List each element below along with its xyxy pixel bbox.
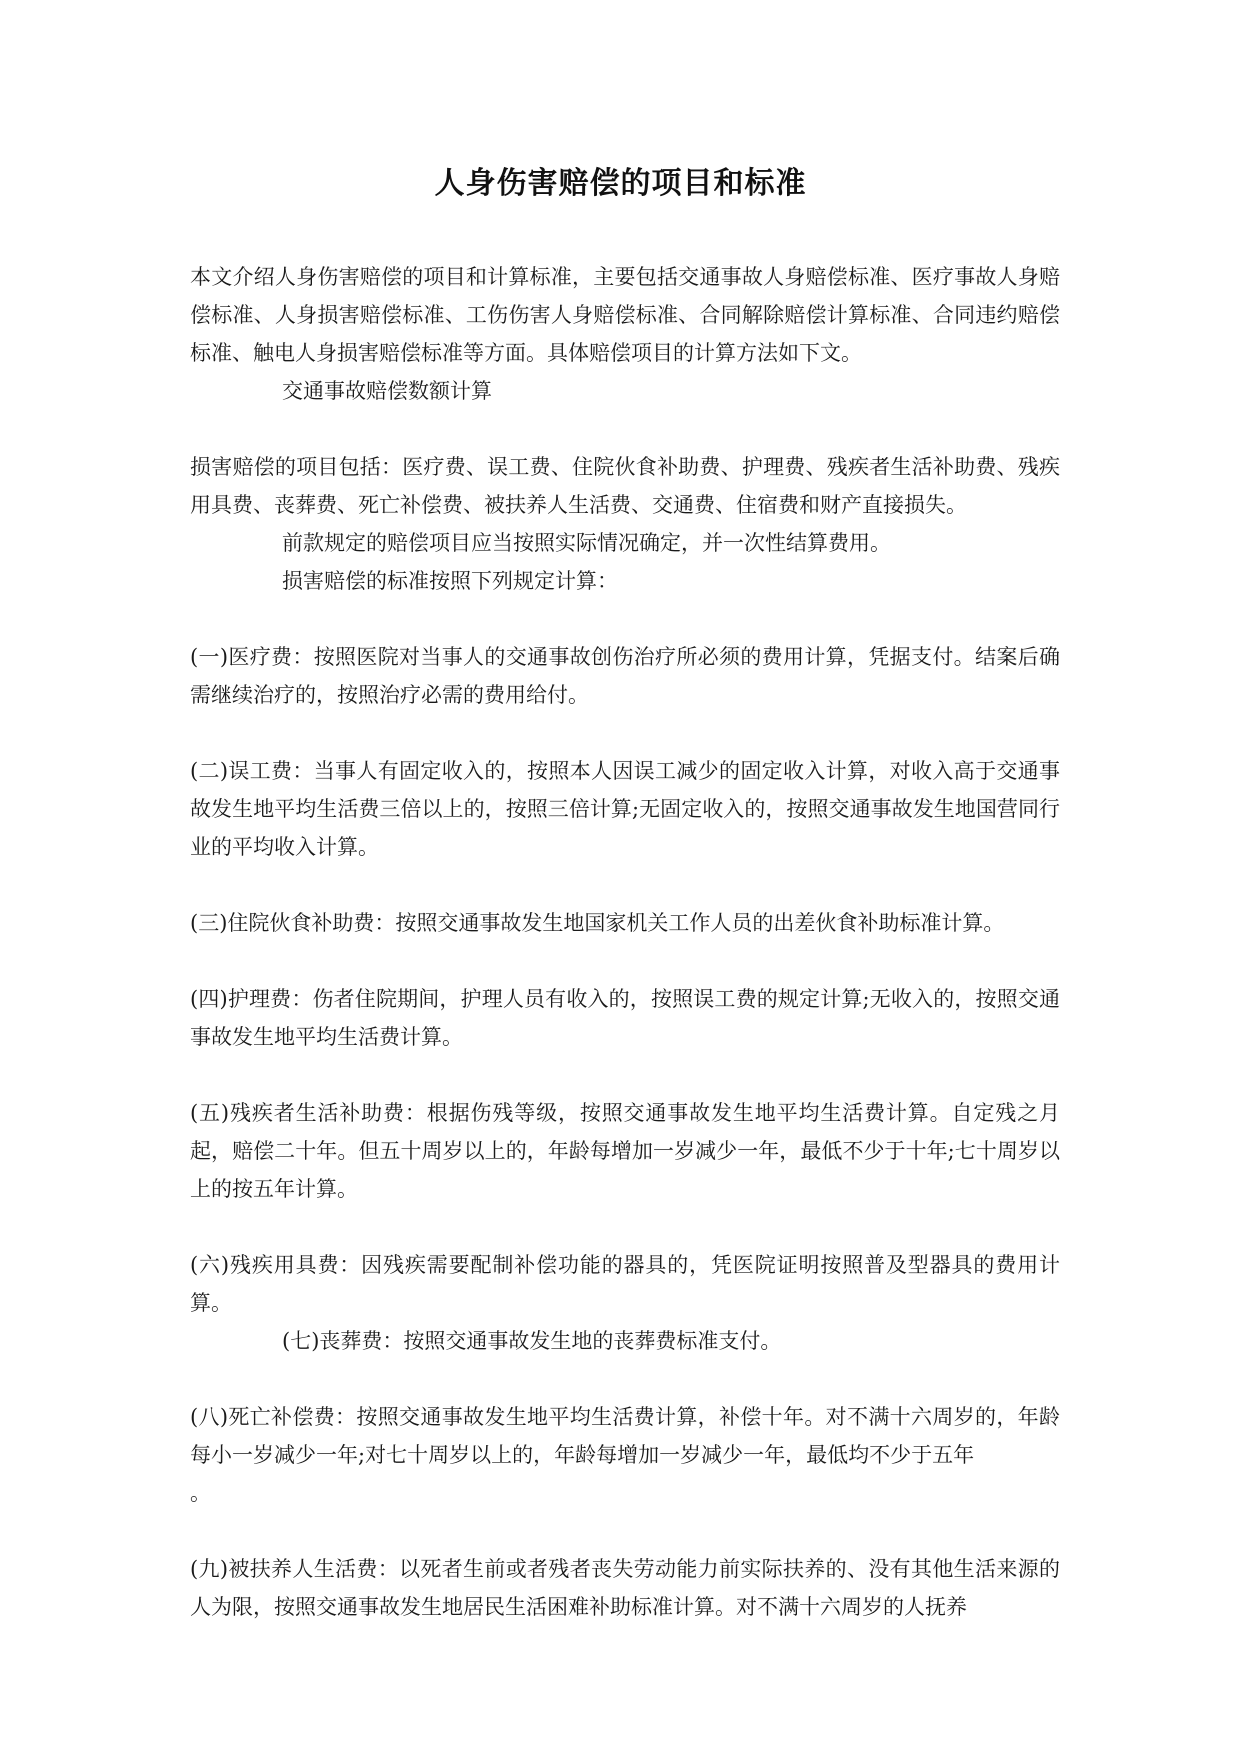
item-4-nursing-fee: (四)护理费：伤者住院期间，护理人员有收入的，按照误工费的规定计算;无收入的，按照交通事故发生地平均生活费计算。 <box>190 987 1060 1049</box>
item-7-funeral-fee: (七)丧葬费：按照交通事故发生地的丧葬费标准支付。 <box>282 1329 782 1353</box>
section-heading-traffic-accident: 交通事故赔偿数额计算 <box>282 379 492 403</box>
standards-intro-paragraph: 损害赔偿的标准按照下列规定计算： <box>282 569 618 593</box>
item-8-trailing-punctuation: 。 <box>190 1481 211 1505</box>
item-3-hospital-meal-subsidy: (三)住院伙食补助费：按照交通事故发生地国家机关工作人员的出差伙食补助标准计算。 <box>190 911 1005 935</box>
document-body <box>190 258 1060 1626</box>
item-9-dependent-living-expenses: (九)被扶养人生活费：以死者生前或者残者丧失劳动能力前实际扶养的、没有其他生活来源的人为限，按照交通事故发生地居民生活困难补助标准计算。对不满十六周岁的人抚养 <box>190 1557 1060 1619</box>
item-5-disability-living-subsidy: (五)残疾者生活补助费：根据伤残等级，按照交通事故发生地平均生活费计算。自定残之月起，赔偿二十年。但五十周岁以上的，年龄每增加一岁减少一年，最低不少于十年;七十周岁以上的按五年计算。 <box>190 1101 1060 1201</box>
settlement-paragraph: 前款规定的赔偿项目应当按照实际情况确定，并一次性结算费用。 <box>282 531 891 555</box>
item-6-disability-aid-fee: (六)残疾用具费：因残疾需要配制补偿功能的器具的，凭医院证明按照普及型器具的费用计算。 <box>190 1253 1060 1315</box>
document-title: 人身伤害赔偿的项目和标准 <box>434 166 807 201</box>
compensation-items-paragraph: 损害赔偿的项目包括：医疗费、误工费、住院伙食补助费、护理费、残疾者生活补助费、残疾用具费、丧葬费、死亡补偿费、被扶养人生活费、交通费、住宿费和财产直接损失。 <box>190 455 1060 517</box>
item-2-lost-wages: (二)误工费：当事人有固定收入的，按照本人因误工减少的固定收入计算，对收入高于交通事故发生地平均生活费三倍以上的，按照三倍计算;无固定收入的，按照交通事故发生地国营同行业的平均收入计算。 <box>190 759 1060 859</box>
intro-paragraph: 本文介绍人身伤害赔偿的项目和计算标准，主要包括交通事故人身赔偿标准、医疗事故人身赔偿标准、人身损害赔偿标准、工伤伤害人身赔偿标准、合同解除赔偿计算标准、合同违约赔偿标准、触电人身损害赔偿标准等方面。具体赔偿项目的计算方法如下文。 <box>190 265 1060 365</box>
item-8-death-compensation: (八)死亡补偿费：按照交通事故发生地平均生活费计算，补偿十年。对不满十六周岁的，年龄每小一岁减少一年;对七十周岁以上的，年龄每增加一岁减少一年，最低均不少于五年 <box>190 1405 1060 1467</box>
item-1-medical-fee: (一)医疗费：按照医院对当事人的交通事故创伤治疗所必须的费用计算，凭据支付。结案后确需继续治疗的，按照治疗必需的费用给付。 <box>190 645 1060 707</box>
